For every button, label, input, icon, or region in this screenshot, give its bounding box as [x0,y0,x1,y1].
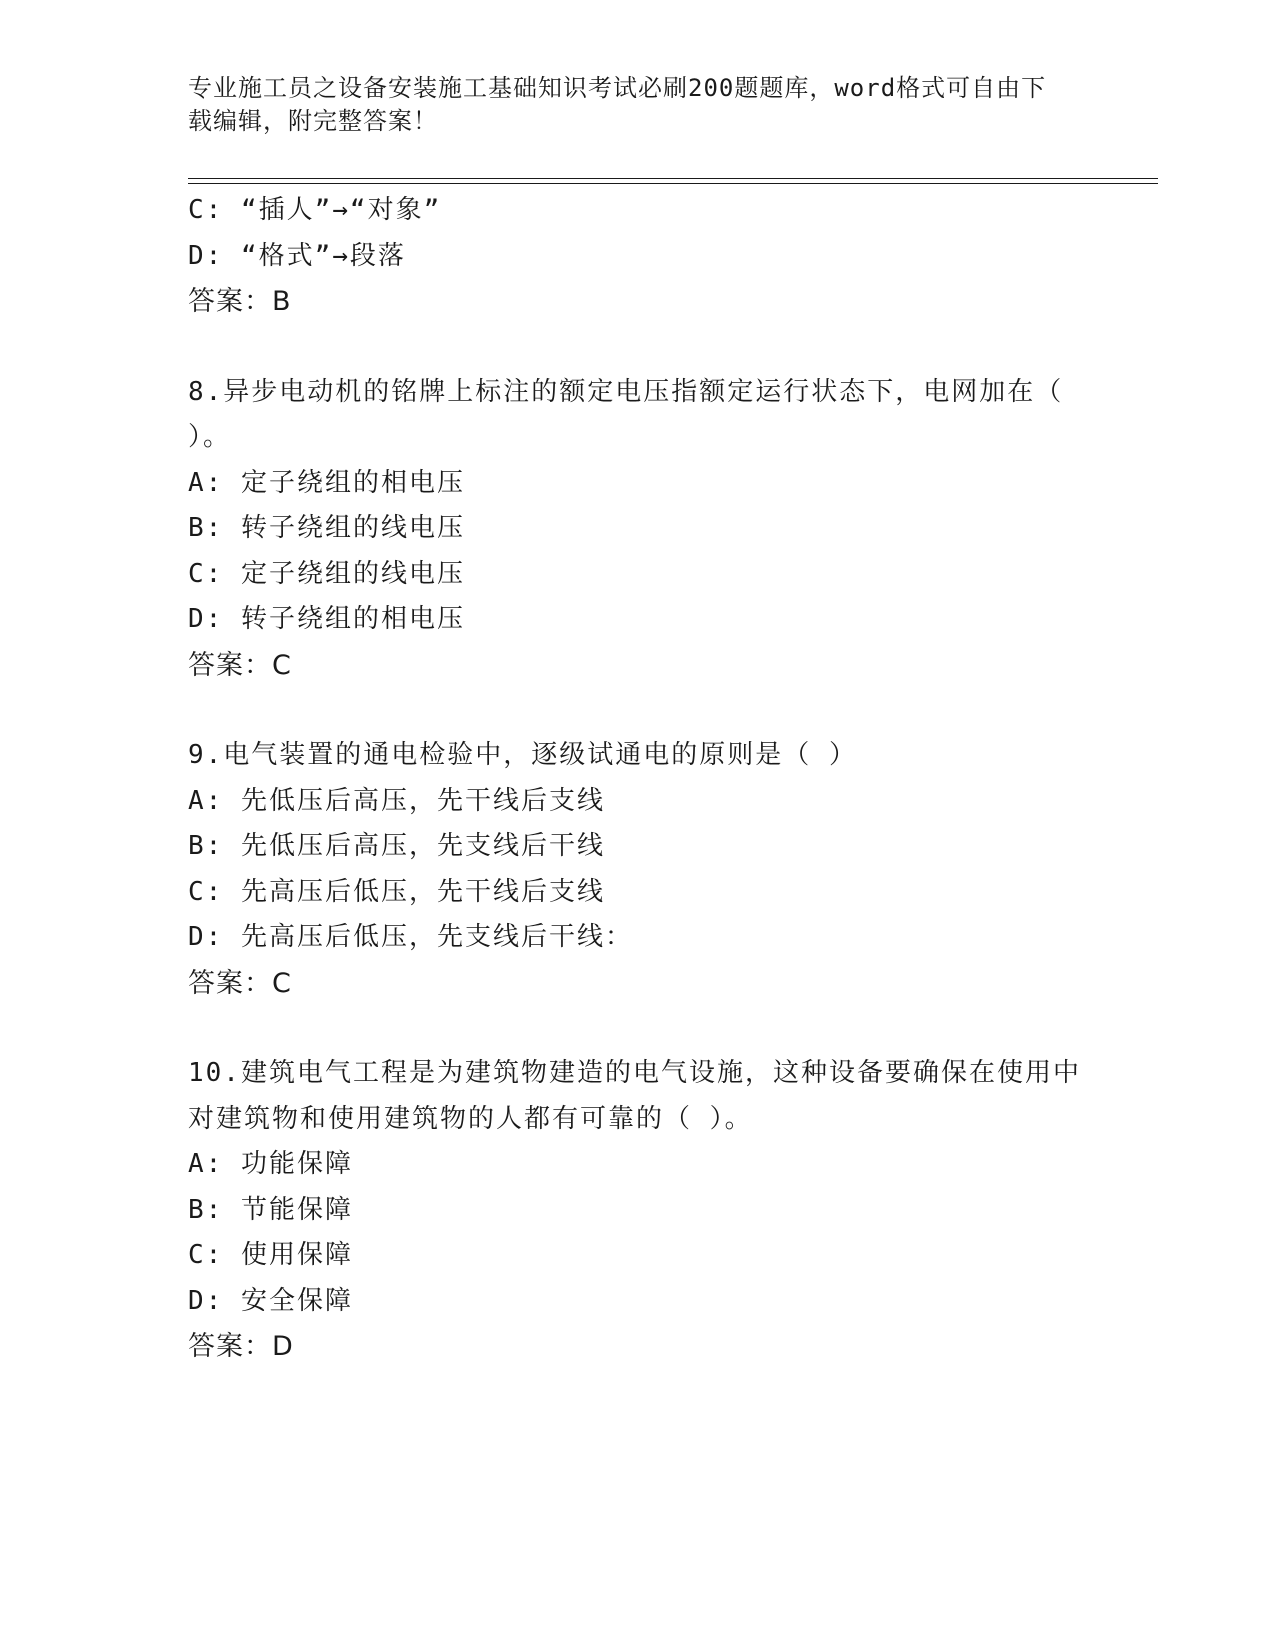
answer: 答案：C [188,967,292,999]
option-d: D: 先高压后低压，先支线后干线： [188,922,633,952]
option-c: C: “插人”→“对象” [188,195,442,225]
header-divider-top [188,178,1158,179]
option-d: D: “格式”→段落 [188,240,406,271]
page-header: 专业施工员之设备安装施工基础知识考试必刷200题题库，word格式可自由下载编辑，附完整答案！ [188,74,1047,135]
answer: 答案：C [188,649,292,681]
option-a: A: 功能保障 [188,1149,353,1179]
question-10 [188,1051,1088,1370]
option-c: C: 定子绕组的线电压 [188,558,465,589]
question-stem: 9.电气装置的通电检验中，逐级试通电的原则是（ ） [188,740,857,770]
document-body [188,188,1088,1370]
option-c: C: 先高压后低压，先干线后支线 [188,876,605,907]
question-7-continued [188,188,1088,325]
answer: 答案：D [188,1331,294,1362]
header-divider-bottom [188,183,1158,184]
option-d: D: 转子绕组的相电压 [188,604,465,634]
answer: 答案：B [188,286,292,317]
option-a: A: 定子绕组的相电压 [188,467,465,498]
option-d: D: 安全保障 [188,1285,353,1316]
question-8 [188,370,1088,689]
question-stem: 8.异步电动机的铭牌上标注的额定电压指额定运行状态下，电网加在（ ）。 [188,376,1064,452]
option-b: B: 转子绕组的线电压 [188,513,465,543]
question-stem: 10.建筑电气工程是为建筑物建造的电气设施，这种设备要确保在使用中对建筑物和使用建筑物的人都有可靠的（ ）。 [188,1058,1081,1134]
option-a: A: 先低压后高压，先干线后支线 [188,785,605,816]
option-b: B: 先低压后高压，先支线后干线 [188,831,605,861]
option-b: B: 节能保障 [188,1194,353,1225]
option-c: C: 使用保障 [188,1240,353,1270]
question-9 [188,733,1088,1006]
